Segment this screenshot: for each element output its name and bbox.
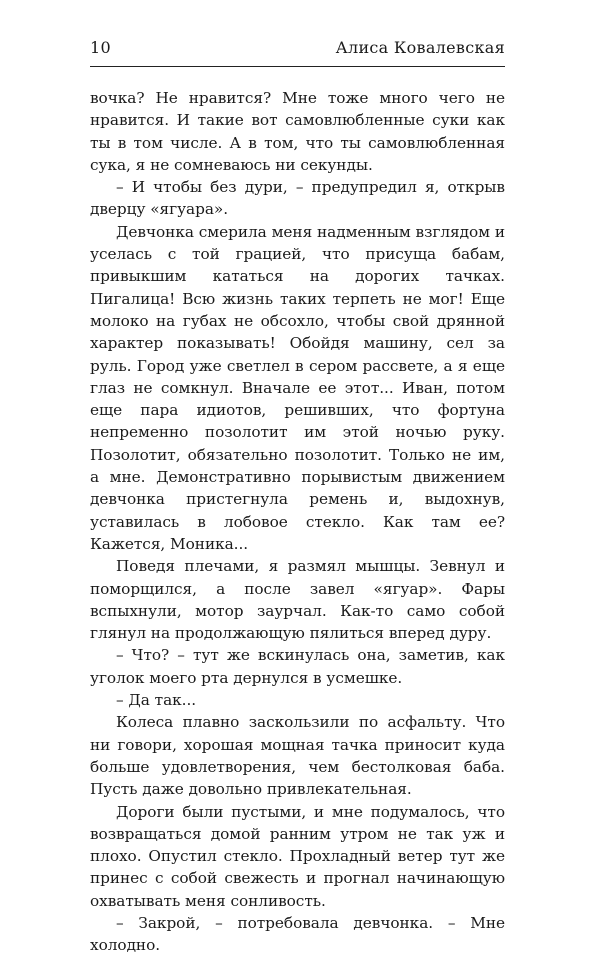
paragraph: – Что? – тут же вскинулась она, заметив, как уголок моего рта дернулся в усмешке. [90, 646, 505, 687]
paragraph: – Да так... [116, 691, 197, 710]
paragraph: Поведя плечами, я размял мышцы. Зевнул и поморщился, а после завел «ягуар». Фары вспыхнули, мотор заурчал. Как-то само собой глянул на продолжающую пялиться вперед дуру. [90, 557, 505, 643]
paragraph: Колеса плавно заскользили по асфальту. Что ни говори, хорошая мощная тачка приносит куда больше удовлетворения, чем бестолковая баба. Пусть даже довольно привлекательная. [90, 713, 505, 799]
page-number: 10 [90, 38, 111, 57]
paragraph: Девчонка смерила меня надменным взглядом и уселась с той грацией, что присуща бабам, привыкшим кататься на дорогих тачках. Пигалица! Всю жизнь таких терпеть не мог! Еще молоко на губах не обсохло, чтобы свой дрянной характер показывать! Обойдя машину, сел за руль. Город уже светлел в сером рассвете, а я еще глаз не сомкнул. Вначале ее этот... Иван, потом еще пара идиотов, решивших, что фортуна непременно позолотит им этой ночью руку. Позолотит, обязательно позолотит. Только не им, а мне. Демонстративно порывистым движением девчонка пристегнула ремень и, выдохнув, уставилась в лобовое стекло. Как там ее? Кажется, Моника... [90, 222, 505, 553]
paragraph: – И чтобы без дури, – предупредил я, открыв дверцу «ягуара». [90, 178, 505, 219]
running-header [90, 38, 505, 67]
paragraph: вочка? Не нравится? Мне тоже много чего не нравится. И такие вот самовлюбленные суки как ты в том числе. А в том, что ты самовлюбленная сука, я не сомневаюсь ни секунды. [90, 89, 505, 174]
body-text [90, 87, 505, 957]
paragraph: – Закрой, – потребовала девчонка. – Мне холодно. [90, 913, 505, 955]
author-name: Алиса Ковалевская [335, 38, 505, 57]
book-page [90, 38, 505, 957]
paragraph: Дороги были пустыми, и мне подумалось, что возвращаться домой ранним утром не так уж и плохо. Опустил стекло. Прохладный ветер тут же принес с собой свежесть и прогнал начинающую охватывать меня сонливость. [90, 802, 505, 910]
